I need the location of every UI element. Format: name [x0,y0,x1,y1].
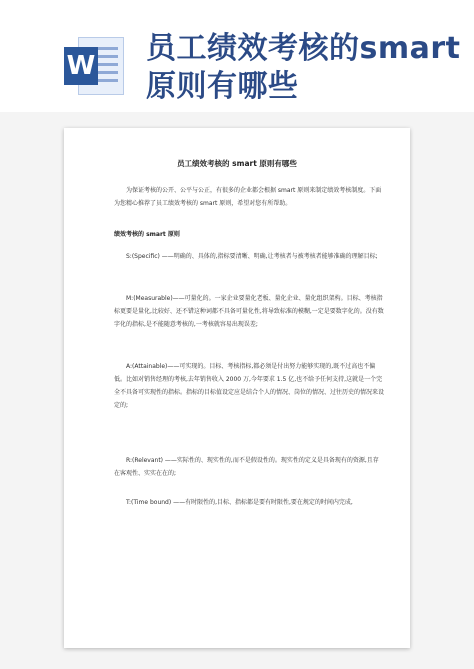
specific-paragraph: S:(Specific) ——明确的、具体的,指标要清晰、明确,让考核者与被考核者能够准确的理解目标; [126,253,378,260]
relevant-paragraph: R:(Relevant) ——实际性的、现实性的,而不是假设性的。现实性的定义是具备现有的资源,且存在客观性、实实在在的; [114,457,379,477]
section-heading: 绩效考核的 smart 原则 [114,231,180,238]
word-logo-badge: W [64,47,98,85]
time-bound-paragraph: T:(Time bound) ——有时限性的,目标、指标都是要有时限性,要在规定的时间内完成, [126,499,353,506]
measurable-paragraph: M:(Measurable)——可量化的。一家企业要量化老板、量化企业、量化组织架构。目标、考核指标更要是量化,比较好、还不错这种词都不具备可量化性,将导致标准的模糊,一定是要数字化的。没有数字化的指标,是不能随意考核的,一考核就容易出现误差; [114,295,384,328]
document-title: 员工绩效考核的 smart 原则有哪些 [177,159,297,168]
word-document-icon [64,37,124,95]
banner [0,0,474,112]
banner-title: 员工绩效考核的smart原则有哪些 [146,31,461,104]
document-page [64,128,410,648]
intro-paragraph: 为保证考核的公开、公平与公正，有很多的企业都会根据 smart 原则来制定绩效考核制度。下面为您精心推荐了员工绩效考核的 smart 原则，希望对您有所帮助。 [114,187,382,207]
attainable-paragraph: A:(Attainable)——可实现的。目标、考核指标,都必须是付出努力能够实现的,既不过高也不偏低。比如对销售经理的考核,去年销售收入 2000 万,今年要求 1.5 亿,也不给予任何支持,这就是一个完全不具备可实现性的指标。指标的目标值设定应是结合个人的情况、岗位的情况、过往历史的情况来设定的; [114,363,385,409]
